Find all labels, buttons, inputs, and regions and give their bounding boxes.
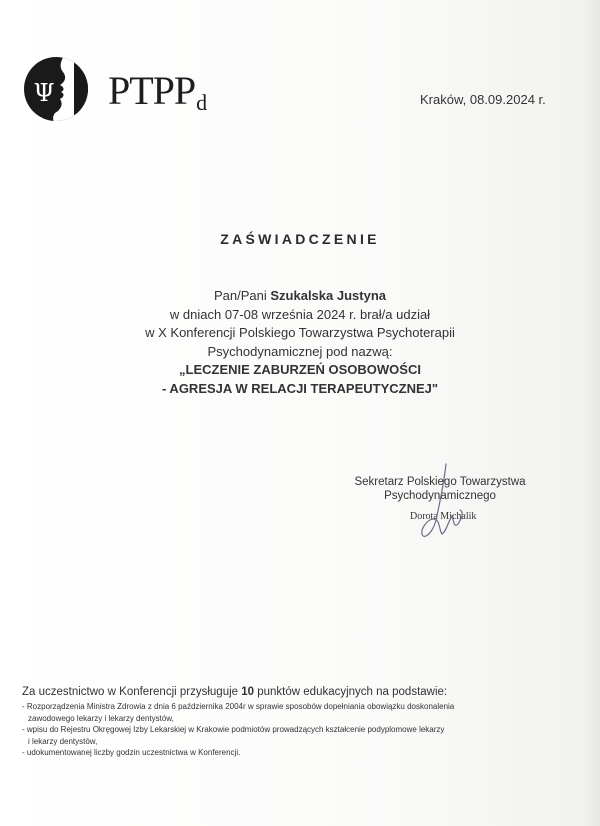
signatory-role-1: Sekretarz Polskiego Towarzystwa xyxy=(354,476,526,488)
issue-date: Kraków, 08.09.2024 r. xyxy=(420,92,546,107)
legal-basis-item: - Rozporządzenia Ministra Zdrowia z dnia 6 października 2004r w sprawie sposobów dopełniania obowiązku doskonalenia xyxy=(22,702,455,711)
recipient-name: Szukalska Justyna xyxy=(270,288,386,303)
logo-wordmark: PTPPd xyxy=(108,68,207,115)
legal-basis-list xyxy=(22,701,562,759)
legal-basis-item: - udokumentowanej liczby godzin uczestnictwa w Konferencji. xyxy=(22,748,241,757)
points-value: 10 xyxy=(241,686,255,698)
ptppd-logo xyxy=(22,55,222,125)
conference-title-1: „LECZENIE ZABURZEŃ OSOBOWOŚCI xyxy=(179,362,421,377)
certificate-body xyxy=(100,287,500,398)
legal-basis-item: - wpisu do Rejestru Okręgowej Izby Lekarskiej w Krakowie podmiotów prowadzących kształcenie podyplomowe lekarzy xyxy=(22,725,445,734)
recipient-line: Pan/Pani Szukalska Justyna xyxy=(213,288,386,303)
psyche-profile-logo-icon xyxy=(22,55,90,123)
legal-basis-item-cont: zawodowego lekarzy i lekarzy dentystów, xyxy=(28,713,174,723)
education-points-note xyxy=(22,686,562,759)
page-edge-shadow xyxy=(584,0,600,826)
signatory-role-2: Psychodynamicznego xyxy=(384,490,496,502)
points-intro: Za uczestnictwo w Konferencji przysługuje 10 punktów edukacyjnych na podstawie: xyxy=(22,686,448,698)
conference-title-2: - AGRESJA W RELACJI TERAPEUTYCZNEJ" xyxy=(161,380,439,396)
dates-line: w dniach 07-08 września 2024 r. brał/a udział xyxy=(169,306,431,322)
conference-line-2: Psychodynamicznej pod nazwą: xyxy=(207,343,393,359)
document-title: ZAŚWIADCZENIE xyxy=(220,231,380,247)
signatory-name: Dorota Michalik xyxy=(410,511,477,522)
conference-line: w X Konferencji Polskiego Towarzystwa Psychoterapii xyxy=(145,325,455,340)
svg-text:Ψ: Ψ xyxy=(33,79,55,107)
legal-basis-item-cont: i lekarzy dentystów, xyxy=(28,736,98,746)
handwritten-signature xyxy=(410,462,480,542)
